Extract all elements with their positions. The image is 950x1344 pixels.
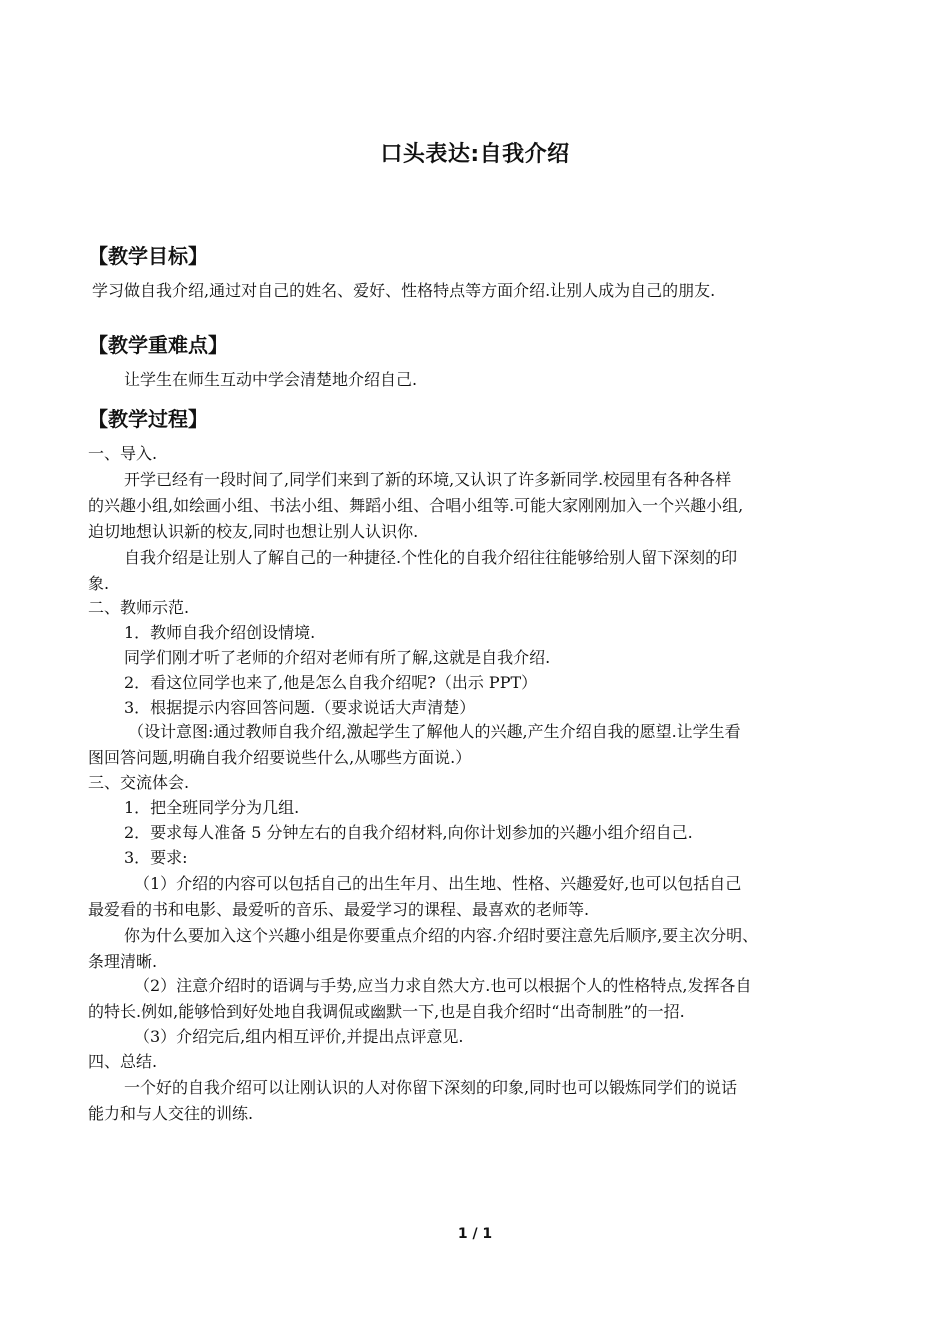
- process-line: 一个好的自我介绍可以让刚认识的人对你留下深刻的印象,同时也可以锻炼同学们的说话: [124, 1078, 738, 1097]
- process-line: （设计意图:通过教师自我介绍,激起学生了解他人的兴趣,产生介绍自我的愿望.让学生看: [128, 722, 741, 741]
- process-line: 能力和与人交往的训练.: [88, 1104, 254, 1123]
- process-line: 迫切地想认识新的校友,同时也想让别人认识你.: [88, 522, 419, 541]
- process-line: 1．教师自我介绍创设情境.: [124, 623, 316, 642]
- process-line: 自我介绍是让别人了解自己的一种捷径.个性化的自我介绍往往能够给别人留下深刻的印: [124, 548, 738, 567]
- process-line: 的兴趣小组,如绘画小组、书法小组、舞蹈小组、合唱小组等.可能大家刚刚加入一个兴趣小组,: [88, 496, 744, 515]
- heading-key-points: 【教学重难点】: [88, 333, 228, 357]
- process-line: 3．要求:: [124, 848, 188, 867]
- process-line: 3．根据提示内容回答问题.（要求说话大声清楚）: [124, 698, 476, 717]
- process-line: 最爱看的书和电影、最爱听的音乐、最爱学习的课程、最喜欢的老师等.: [88, 900, 590, 919]
- process-line: 你为什么要加入这个兴趣小组是你要重点介绍的内容.介绍时要注意先后顺序,要主次分明、: [124, 926, 759, 945]
- process-line: （2）注意介绍时的语调与手势,应当力求自然大方.也可以根据个人的性格特点,发挥各自: [134, 976, 752, 995]
- process-line: 开学已经有一段时间了,同学们来到了新的环境,又认识了许多新同学.校园里有各种各样: [124, 470, 732, 489]
- process-line: 同学们刚才听了老师的介绍对老师有所了解,这就是自我介绍.: [124, 648, 551, 667]
- goal-text: 学习做自我介绍,通过对自己的姓名、爱好、性格特点等方面介绍.让别人成为自己的朋友.: [92, 281, 716, 300]
- page-number: 1 / 1: [457, 1226, 493, 1242]
- process-line: 的特长.例如,能够恰到好处地自我调侃或幽默一下,也是自我介绍时“出奇制胜”的一招.: [88, 1002, 685, 1021]
- process-line: 1．把全班同学分为几组.: [124, 798, 300, 817]
- heading-teaching-process: 【教学过程】: [88, 407, 208, 431]
- process-line: 2．看这位同学也来了,他是怎么自我介绍呢?（出示 PPT）: [124, 673, 538, 692]
- process-line: 一、导入.: [88, 444, 158, 463]
- process-line: （3）介绍完后,组内相互评价,并提出点评意见.: [134, 1027, 464, 1046]
- heading-teaching-goal: 【教学目标】: [88, 244, 208, 268]
- process-line: 2．要求每人准备 5 分钟左右的自我介绍材料,向你计划参加的兴趣小组介绍自己.: [124, 823, 693, 842]
- process-line: 四、总结.: [88, 1052, 158, 1071]
- process-line: （1）介绍的内容可以包括自己的出生年月、出生地、性格、兴趣爱好,也可以包括自己: [134, 874, 742, 893]
- process-line: 图回答问题,明确自我介绍要说些什么,从哪些方面说.）: [88, 748, 472, 767]
- process-line: 二、教师示范.: [88, 598, 190, 617]
- process-line: 三、交流体会.: [88, 773, 190, 792]
- document-title: 口头表达:自我介绍: [380, 142, 570, 167]
- process-line: 条理清晰.: [88, 952, 158, 971]
- focus-text: 让学生在师生互动中学会清楚地介绍自己.: [124, 370, 418, 389]
- process-line: 象.: [88, 574, 110, 593]
